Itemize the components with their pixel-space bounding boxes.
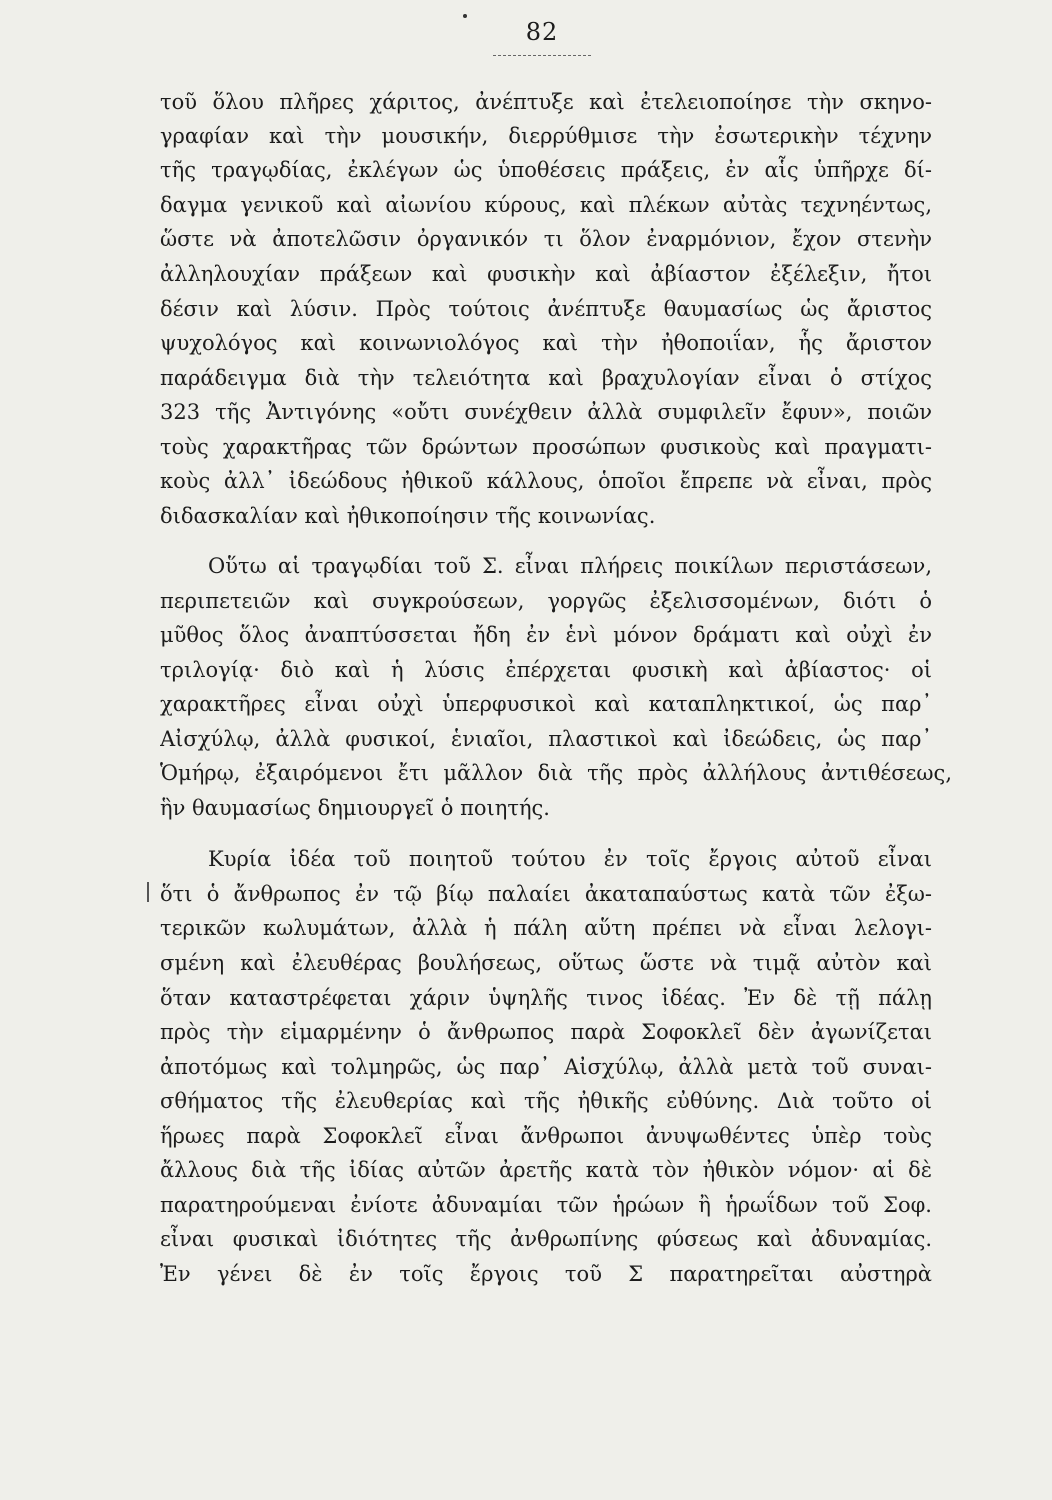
header-rule	[493, 55, 591, 56]
text-line: παράδειγμα διὰ τὴν τελειότητα καὶ βραχυλογίαν εἶναι ὁ στίχος	[160, 366, 932, 390]
text-line: ὅταν καταστρέφεται χάριν ὑψηλῆς τινος ἰδέας. Ἐν δὲ τῇ πάλῃ	[160, 986, 932, 1010]
text-line: ἀποτόμως καὶ τολμηρῶς, ὡς παρ᾽ Αἰσχύλῳ, ἀλλὰ μετὰ τοῦ συναι-	[160, 1055, 932, 1079]
text-line: τερικῶν κωλυμάτων, ἀλλὰ ἡ πάλη αὕτη πρέπει νὰ εἶναι λελογι-	[160, 916, 932, 940]
text-line: σθήματος τῆς ἐλευθερίας καὶ τῆς ἠθικῆς εὐθύνης. Διὰ τοῦτο οἱ	[160, 1089, 932, 1113]
text-line: ἄλλους διὰ τῆς ἰδίας αὐτῶν ἀρετῆς κατὰ τὸν ἠθικὸν νόμον· αἱ δὲ	[160, 1158, 932, 1182]
text-line: σμένη καὶ ἐλευθέρας βουλήσεως, οὕτως ὥστε νὰ τιμᾷ αὐτὸν καὶ	[160, 951, 932, 975]
text-line: ψυχολόγος καὶ κοινωνιολόγος καὶ τὴν ἠθοποιΐαν, ἧς ἄριστον	[160, 331, 932, 355]
text-line: πρὸς τὴν εἱμαρμένην ὁ ἄνθρωπος παρὰ Σοφοκλεῖ δὲν ἀγωνίζεται	[160, 1020, 932, 1044]
text-line: ἥρωες παρὰ Σοφοκλεῖ εἶναι ἄνθρωποι ἀνυψωθέντες ὑπὲρ τοὺς	[160, 1124, 932, 1148]
text-line: κοὺς ἀλλ᾽ ἰδεώδους ἠθικοῦ κάλλους, ὁποῖοι ἔπρεπε νὰ εἶναι, πρὸς	[160, 469, 932, 493]
margin-mark	[147, 882, 149, 902]
text-line: ὥστε νὰ ἀποτελῶσιν ὀργανικόν τι ὅλον ἐναρμόνιον, ἔχον στενὴν	[160, 227, 932, 251]
text-line: τῆς τραγῳδίας, ἐκλέγων ὡς ὑποθέσεις πράξεις, ἐν αἷς ὑπῆρχε δί-	[160, 158, 932, 182]
ink-speck	[463, 14, 467, 18]
text-line: τοὺς χαρακτῆρας τῶν δρώντων προσώπων φυσικοὺς καὶ πραγματι-	[160, 435, 932, 459]
text-line: ἣν θαυμασίως δημιουργεῖ ὁ ποιητής.	[160, 796, 550, 820]
text-line: δαγμα γενικοῦ καὶ αἰωνίου κύρους, καὶ πλέκων αὐτὰς τεχνηέντως,	[160, 193, 932, 217]
text-line: γραφίαν καὶ τὴν μουσικήν, διερρύθμισε τὴν ἐσωτερικὴν τέχνην	[160, 124, 932, 148]
text-line: τριλογίᾳ· διὸ καὶ ἡ λύσις ἐπέρχεται φυσικὴ καὶ ἀβίαστος· οἱ	[160, 658, 932, 682]
text-line: ὅτι ὁ ἄνθρωπος ἐν τῷ βίῳ παλαίει ἀκαταπαύστως κατὰ τῶν ἐξω-	[160, 882, 932, 906]
text-line: χαρακτῆρες εἶναι οὐχὶ ὑπερφυσικοὶ καὶ καταπληκτικοί, ὡς παρ᾽	[160, 692, 932, 716]
text-line: εἶναι φυσικαὶ ἰδιότητες τῆς ἀνθρωπίνης φύσεως καὶ ἀδυναμίας.	[160, 1227, 932, 1251]
text-line: διδασκαλίαν καὶ ἠθικοποίησιν τῆς κοινωνίας.	[160, 504, 656, 528]
text-line: Αἰσχύλῳ, ἀλλὰ φυσικοί, ἑνιαῖοι, πλαστικοὶ καὶ ἰδεώδεις, ὡς παρ᾽	[160, 727, 932, 751]
text-line: 323 τῆς Ἀντιγόνης «οὔτι συνέχθειν ἀλλὰ συμφιλεῖν ἔφυν», ποιῶν	[160, 400, 932, 424]
text-line: δέσιν καὶ λύσιν. Πρὸς τούτοις ἀνέπτυξε θαυμασίως ὡς ἄριστος	[160, 297, 932, 321]
page-number: 82	[525, 18, 559, 46]
text-line: τοῦ ὅλου πλῆρες χάριτος, ἀνέπτυξε καὶ ἐτελειοποίησε τὴν σκηνο-	[160, 90, 932, 114]
text-line: Ἐν γένει δὲ ἐν τοῖς ἔργοις τοῦ Σ παρατηρεῖται αὐστηρὰ	[160, 1262, 932, 1286]
text-line: μῦθος ὅλος ἀναπτύσσεται ἤδη ἐν ἑνὶ μόνον δράματι καὶ οὐχὶ ἐν	[160, 623, 932, 647]
text-line: Ὁμήρῳ, ἐξαιρόμενοι ἔτι μᾶλλον διὰ τῆς πρὸς ἀλλήλους ἀντιθέσεως,	[160, 761, 952, 785]
text-line	[160, 1291, 932, 1325]
paragraph-first-line: Κυρία ἰδέα τοῦ ποιητοῦ τούτου ἐν τοῖς ἔργοις αὐτοῦ εἶναι	[208, 847, 932, 871]
paragraph-first-line: Οὕτω αἱ τραγῳδίαι τοῦ Σ. εἶναι πλήρεις ποικίλων περιστάσεων,	[208, 554, 932, 578]
text-line: περιπετειῶν καὶ συγκρούσεων, γοργῶς ἐξελισσομένων, διότι ὁ	[160, 589, 932, 613]
text-line: ἀλληλουχίαν πράξεων καὶ φυσικὴν καὶ ἀβίαστον ἐξέλεξιν, ἤτοι	[160, 262, 932, 286]
text-line: παρατηρούμεναι ἐνίοτε ἀδυναμίαι τῶν ἡρώων ἢ ἡρωΐδων τοῦ Σοφ.	[160, 1193, 932, 1217]
